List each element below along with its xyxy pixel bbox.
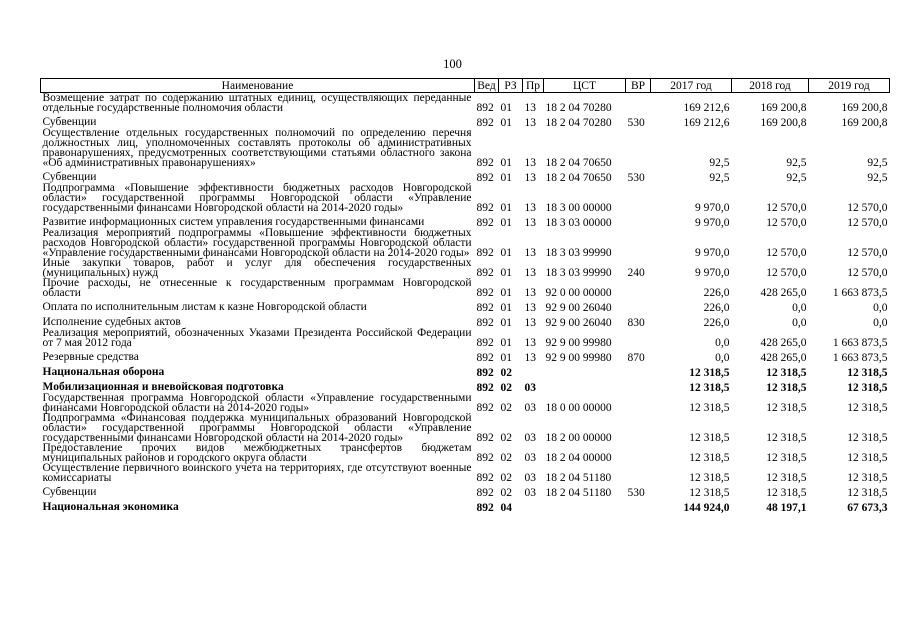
row-rz: 01	[500, 157, 512, 169]
table-row	[41, 393, 890, 413]
row-2019: 92,5	[867, 157, 888, 169]
row-rz: 01	[500, 202, 512, 214]
row-rz: 02	[500, 367, 512, 379]
table-body	[41, 93, 890, 514]
row-2018: 12 318,5	[766, 402, 807, 414]
row-rz: 02	[500, 472, 512, 484]
table-row	[41, 298, 890, 313]
row-cst: 18 2 04 70650	[545, 172, 612, 184]
row-name: Оплата по исполнительным листам к казне Новгородской области	[42, 301, 367, 313]
table-header-row	[41, 79, 890, 93]
row-cst: 92 9 00 26040	[545, 317, 612, 329]
row-name: Осуществление отдельных государственных полномочий по определению перечня должностных лиц, уполномоченных составлять протоколы об административных правонарушениях, предусмотренных соответствующими статьями областного закона «Об административных правонарушениях»	[42, 127, 472, 169]
row-2017: 226,0	[703, 287, 730, 299]
header-2018: 2018 год	[732, 79, 809, 93]
row-vr: 530	[627, 172, 645, 184]
table-row	[41, 348, 890, 363]
table-row	[41, 378, 890, 393]
row-cst: 92 0 00 00000	[545, 287, 612, 299]
row-2019: 169 200,8	[841, 117, 888, 129]
row-vr	[626, 378, 651, 393]
row-cst: 18 2 04 51180	[545, 472, 612, 484]
row-pr: 13	[524, 287, 536, 299]
row-pr: 13	[524, 172, 536, 184]
table-row	[41, 278, 890, 298]
row-ved: 892	[476, 217, 494, 229]
row-pr: 13	[524, 317, 536, 329]
row-cst	[544, 378, 626, 393]
row-pr: 13	[524, 217, 536, 229]
row-rz: 04	[500, 502, 512, 514]
row-ved: 892	[476, 247, 494, 259]
row-rz: 01	[500, 302, 512, 314]
row-vr	[626, 93, 651, 114]
row-name: Развитие информационных систем управления государственными финансами	[42, 216, 425, 228]
table-row	[41, 93, 890, 114]
row-2019: 1 663 873,5	[832, 337, 888, 349]
row-ved: 892	[476, 302, 494, 314]
row-cst: 18 3 03 99990	[545, 247, 612, 259]
row-2017: 12 318,5	[689, 452, 730, 464]
row-vr	[626, 128, 651, 168]
row-name: Субвенции	[42, 171, 97, 183]
row-2017: 12 318,5	[689, 382, 730, 394]
table-row	[41, 463, 890, 483]
row-2018: 428 265,0	[760, 352, 807, 364]
row-vr	[626, 498, 651, 513]
row-cst: 18 2 04 51180	[545, 487, 612, 499]
row-cst: 18 2 04 70280	[545, 102, 612, 114]
row-2018: 12 318,5	[766, 432, 807, 444]
row-vr	[626, 443, 651, 463]
header-vr: ВР	[626, 79, 651, 93]
row-2017: 169 212,6	[683, 117, 730, 129]
row-ved: 892	[476, 367, 494, 379]
header-pr: Пр	[523, 79, 544, 93]
row-cst: 18 2 00 00000	[545, 432, 612, 444]
row-vr: 530	[627, 117, 645, 129]
row-vr	[626, 363, 651, 378]
row-vr	[626, 298, 651, 313]
table-row	[41, 168, 890, 183]
budget-table	[40, 78, 890, 513]
header-2019: 2019 год	[809, 79, 890, 93]
table-row	[41, 183, 890, 213]
row-ved: 892	[476, 352, 494, 364]
row-2017: 0,0	[715, 352, 730, 364]
row-pr: 03	[524, 432, 536, 444]
table-row	[41, 443, 890, 463]
row-ved: 892	[476, 472, 494, 484]
row-rz: 02	[500, 382, 512, 394]
row-ved: 892	[476, 157, 494, 169]
row-2017: 9 970,0	[695, 217, 730, 229]
row-2019: 1 663 873,5	[832, 352, 888, 364]
row-vr	[626, 328, 651, 348]
row-2018: 428 265,0	[760, 287, 807, 299]
row-pr: 03	[524, 487, 536, 499]
row-rz: 01	[500, 102, 512, 114]
row-pr: 13	[524, 247, 536, 259]
row-2018: 12 318,5	[766, 452, 807, 464]
row-2019: 12 318,5	[847, 402, 888, 414]
row-name: Субвенции	[42, 486, 97, 498]
row-ved: 892	[476, 487, 494, 499]
row-vr	[626, 278, 651, 298]
row-rz: 02	[500, 452, 512, 464]
table-row	[41, 328, 890, 348]
row-rz: 02	[500, 432, 512, 444]
row-2017: 9 970,0	[695, 247, 730, 259]
row-name: Прочие расходы, не отнесенные к государственным программам Новгородской области	[42, 277, 472, 299]
row-2017: 12 318,5	[689, 432, 730, 444]
row-cst: 18 2 04 70650	[545, 157, 612, 169]
row-cst: 92 9 00 99980	[545, 352, 612, 364]
row-name: Исполнение судебных актов	[42, 316, 181, 328]
row-rz: 01	[500, 267, 512, 279]
row-2019: 12 570,0	[847, 247, 888, 259]
row-name: Возмещение затрат по содержанию штатных единиц, осуществляющих переданные отдельные государственные полномочия области	[42, 92, 472, 114]
row-cst: 18 3 03 00000	[545, 217, 612, 229]
row-name: Национальная оборона	[42, 366, 165, 378]
row-vr	[626, 228, 651, 258]
row-ved: 892	[476, 287, 494, 299]
row-2018: 12 318,5	[766, 472, 807, 484]
row-pr: 13	[524, 202, 536, 214]
row-2018: 12 318,5	[766, 487, 807, 499]
row-name: Реализация мероприятий, обозначенных Указами Президента Российской Федерации от 7 мая 2012 года	[42, 327, 472, 349]
table-row	[41, 228, 890, 258]
row-vr	[626, 463, 651, 483]
row-2017: 226,0	[703, 317, 730, 329]
table-row	[41, 498, 890, 513]
row-2019: 12 318,5	[847, 472, 888, 484]
row-cst: 18 2 04 00000	[545, 452, 612, 464]
row-ved: 892	[476, 402, 494, 414]
header-rz: РЗ	[499, 79, 523, 93]
table-row	[41, 128, 890, 168]
row-2018: 0,0	[792, 317, 807, 329]
row-pr	[523, 498, 544, 513]
row-name: Субвенции	[42, 116, 97, 128]
row-2017: 169 212,6	[683, 102, 730, 114]
page-number: 100	[443, 57, 462, 71]
row-2019: 12 318,5	[847, 487, 888, 499]
row-pr: 13	[524, 117, 536, 129]
row-rz: 01	[500, 337, 512, 349]
row-name: Резервные средства	[42, 351, 139, 363]
row-2017: 144 924,0	[683, 502, 730, 514]
row-name: Национальная экономика	[42, 501, 179, 513]
row-ved: 892	[476, 172, 494, 184]
row-rz: 02	[500, 402, 512, 414]
row-name: Мобилизационная и вневойсковая подготовка	[42, 381, 284, 393]
row-pr: 13	[524, 302, 536, 314]
row-vr	[626, 413, 651, 443]
row-2019: 67 673,3	[847, 502, 888, 514]
row-2019: 0,0	[873, 317, 888, 329]
row-2017: 9 970,0	[695, 267, 730, 279]
row-2019: 12 318,5	[847, 382, 888, 394]
row-2017: 12 318,5	[689, 487, 730, 499]
row-2017: 92,5	[709, 172, 730, 184]
table-row	[41, 363, 890, 378]
row-name: Подпрограмма «Финансовая поддержка муниципальных образований Новгородской области» государственной программы Новгородской области «Управление государственными финансами Новгородской области на 2014-2020 годы»	[42, 412, 472, 444]
row-pr: 03	[524, 402, 536, 414]
header-cst: ЦСТ	[544, 79, 626, 93]
row-cst: 92 9 00 99980	[545, 337, 612, 349]
row-2018: 92,5	[786, 157, 807, 169]
row-vr: 530	[627, 487, 645, 499]
table-row	[41, 258, 890, 278]
row-2018: 169 200,8	[760, 102, 807, 114]
row-2019: 12 318,5	[847, 452, 888, 464]
row-name: Предоставление прочих видов межбюджетных трансфертов бюджетам муниципальных районов и городского округа области	[42, 442, 472, 464]
row-name: Реализация мероприятий подпрограммы «Повышение эффективности бюджетных расходов Новгородской области» государственной программы Новгородской области «Управление государственными финансами Новгородской области на 2014-2020 годы»	[42, 227, 472, 259]
row-vr	[626, 183, 651, 213]
row-2017: 12 318,5	[689, 472, 730, 484]
row-ved: 892	[476, 202, 494, 214]
row-ved: 892	[476, 502, 494, 514]
row-ved: 892	[476, 337, 494, 349]
header-2017: 2017 год	[651, 79, 732, 93]
row-2017: 0,0	[715, 337, 730, 349]
row-cst	[544, 498, 626, 513]
row-ved: 892	[476, 117, 494, 129]
row-vr: 870	[627, 352, 645, 364]
header-name: Наименование	[41, 79, 475, 93]
row-2017: 9 970,0	[695, 202, 730, 214]
row-pr	[523, 363, 544, 378]
row-2017: 12 318,5	[689, 367, 730, 379]
row-pr: 03	[524, 452, 536, 464]
row-2019: 12 570,0	[847, 217, 888, 229]
row-cst: 18 0 00 00000	[545, 402, 612, 414]
row-ved: 892	[476, 267, 494, 279]
row-vr	[626, 213, 651, 228]
row-2018: 12 570,0	[766, 247, 807, 259]
row-cst	[544, 363, 626, 378]
row-pr: 13	[524, 102, 536, 114]
row-2019: 169 200,8	[841, 102, 888, 114]
row-pr: 13	[524, 352, 536, 364]
row-pr: 13	[524, 157, 536, 169]
row-2019: 1 663 873,5	[832, 287, 888, 299]
row-2018: 12 570,0	[766, 217, 807, 229]
row-cst: 18 3 03 99990	[545, 267, 612, 279]
row-2018: 0,0	[792, 302, 807, 314]
table-row	[41, 313, 890, 328]
row-rz: 01	[500, 247, 512, 259]
row-rz: 01	[500, 117, 512, 129]
row-rz: 02	[500, 487, 512, 499]
table-row	[41, 413, 890, 443]
row-name: Государственная программа Новгородской области «Управление государственными финансами Новгородской области на 2014-2020 годы»	[42, 392, 472, 414]
row-cst: 18 2 04 70280	[545, 117, 612, 129]
row-name: Иные закупки товаров, работ и услуг для обеспечения государственных (муниципальных) нужд	[42, 257, 472, 279]
row-ved: 892	[476, 102, 494, 114]
row-vr	[626, 393, 651, 413]
row-2019: 12 318,5	[847, 367, 888, 379]
row-pr: 13	[524, 267, 536, 279]
row-rz: 01	[500, 287, 512, 299]
row-ved: 892	[476, 382, 494, 394]
row-2018: 12 570,0	[766, 267, 807, 279]
row-vr: 240	[627, 267, 645, 279]
row-2019: 12 318,5	[847, 432, 888, 444]
row-cst: 92 9 00 26040	[545, 302, 612, 314]
row-ved: 892	[476, 452, 494, 464]
row-2018: 428 265,0	[760, 337, 807, 349]
row-pr: 13	[524, 337, 536, 349]
row-vr: 830	[627, 317, 645, 329]
row-ved: 892	[476, 432, 494, 444]
header-ved: Вед	[475, 79, 499, 93]
row-rz: 01	[500, 352, 512, 364]
row-2019: 0,0	[873, 302, 888, 314]
row-pr: 03	[524, 382, 536, 394]
row-pr: 03	[524, 472, 536, 484]
row-2018: 169 200,8	[760, 117, 807, 129]
row-cst: 18 3 00 00000	[545, 202, 612, 214]
table-row	[41, 213, 890, 228]
row-2018: 48 197,1	[766, 502, 807, 514]
row-2019: 12 570,0	[847, 202, 888, 214]
row-2017: 226,0	[703, 302, 730, 314]
row-name: Осуществление первичного воинского учета на территориях, где отсутствуют военные комиссариаты	[42, 462, 472, 484]
row-2019: 12 570,0	[847, 267, 888, 279]
row-rz: 01	[500, 317, 512, 329]
row-rz: 01	[500, 217, 512, 229]
row-2018: 12 318,5	[766, 382, 807, 394]
table-row	[41, 483, 890, 498]
row-2017: 92,5	[709, 157, 730, 169]
table-row	[41, 113, 890, 128]
row-2018: 12 570,0	[766, 202, 807, 214]
row-ved: 892	[476, 317, 494, 329]
row-2017: 12 318,5	[689, 402, 730, 414]
row-2018: 12 318,5	[766, 367, 807, 379]
row-rz: 01	[500, 172, 512, 184]
row-2018: 92,5	[786, 172, 807, 184]
row-2019: 92,5	[867, 172, 888, 184]
row-name: Подпрограмма «Повышение эффективности бюджетных расходов Новгородской области» государственной программы Новгородской области «Управление государственными финансами Новгородской области на 2014-2020 годы»	[42, 182, 472, 214]
